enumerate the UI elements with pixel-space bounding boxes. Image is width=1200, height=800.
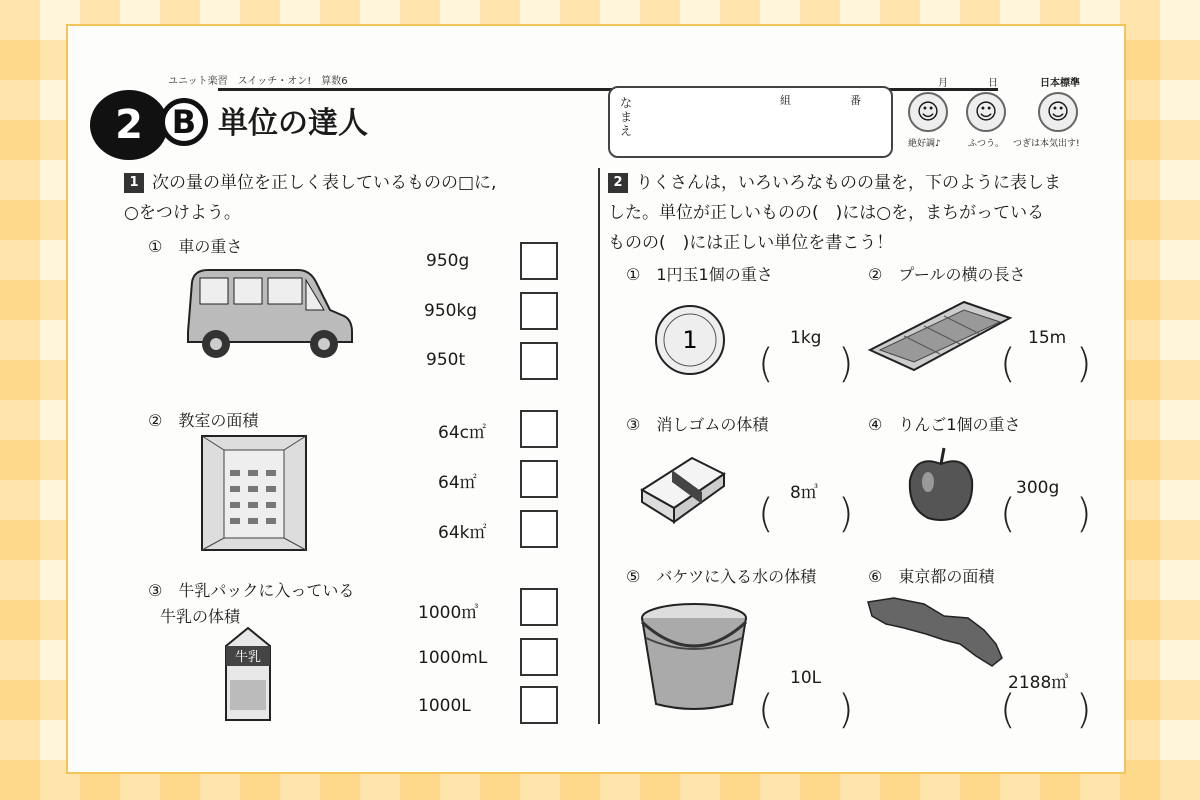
unit-number: 2: [90, 90, 168, 160]
day-label: 日: [988, 78, 998, 89]
apple-image: [906, 446, 976, 522]
option-label: 950kg: [424, 301, 478, 321]
number-label: 番: [850, 94, 861, 107]
q1-item-label: ① 車の重さ: [148, 237, 243, 256]
answer-value: 8㎥: [790, 483, 818, 503]
option-label: 950g: [426, 251, 470, 271]
q2-number: 2: [608, 173, 628, 193]
carton-text: 牛乳: [234, 650, 262, 665]
q1-prompt: 1 次の量の単位を正しく表しているものの□に, ○をつけよう。: [124, 173, 497, 223]
q2-item-label: ② プールの横の長さ: [868, 265, 1026, 284]
excellent-face-icon[interactable]: ☺: [908, 92, 948, 132]
answer-checkbox[interactable]: [520, 242, 558, 280]
worksheet: [66, 24, 1126, 774]
answer-value: 300g: [1016, 478, 1060, 498]
eraser-image: [638, 446, 728, 526]
answer-checkbox[interactable]: [520, 342, 558, 380]
unit-letter: B: [160, 98, 208, 146]
option-label: 1000mL: [418, 648, 488, 668]
pool-image: [864, 296, 1014, 376]
effort-face-icon[interactable]: ☺: [1038, 92, 1078, 132]
answer-checkbox[interactable]: [520, 292, 558, 330]
answer-open-paren: (: [758, 491, 774, 537]
face-caption: つぎは本気出す!: [1013, 139, 1080, 149]
answer-checkbox[interactable]: [520, 410, 558, 448]
q1-number: 1: [124, 173, 144, 193]
answer-close-paren: ): [1076, 341, 1092, 387]
answer-open-paren: (: [1000, 687, 1016, 733]
answer-close-paren: ): [838, 341, 854, 387]
q2-item-label: ③ 消しゴムの体積: [626, 415, 769, 434]
normal-face-icon[interactable]: ☺: [966, 92, 1006, 132]
q1-item-label-cont: 牛乳の体積: [160, 607, 241, 626]
q1-item-label: ② 教室の面積: [148, 411, 259, 430]
page-title: 単位の達人: [218, 106, 368, 141]
answer-checkbox[interactable]: [520, 460, 558, 498]
option-label: 1000㎥: [418, 603, 479, 623]
answer-value: 10L: [790, 668, 822, 688]
option-label: 950t: [426, 350, 466, 370]
answer-close-paren: ): [1076, 491, 1092, 537]
answer-checkbox[interactable]: [520, 588, 558, 626]
face-caption: ふつう。: [968, 139, 1005, 149]
standard-label: 日本標準: [1040, 78, 1080, 89]
q1-item-label: ③ 牛乳パックに入っている: [148, 581, 355, 600]
column-divider: [598, 168, 600, 724]
q2-item-label: ⑥ 東京都の面積: [868, 567, 995, 586]
coin-text: 1: [682, 326, 698, 354]
answer-value: 1kg: [790, 328, 822, 348]
option-label: 64c㎡: [438, 423, 486, 443]
name-field[interactable]: [608, 86, 893, 158]
series-label: ユニット楽習 スイッチ・オン! 算数6: [168, 76, 348, 87]
milk-carton-image: [218, 624, 278, 724]
option-label: 1000L: [418, 696, 471, 716]
answer-checkbox[interactable]: [520, 638, 558, 676]
option-label: 64k㎡: [438, 523, 487, 543]
answer-open-paren: (: [1000, 341, 1016, 387]
class-label: 組: [780, 94, 791, 107]
q2-item-label: ⑤ バケツに入る水の体積: [626, 567, 817, 586]
q2-item-label: ① 1円玉1個の重さ: [626, 265, 773, 284]
car-image: [178, 262, 358, 362]
option-label: 64㎡: [438, 473, 477, 493]
answer-open-paren: (: [758, 687, 774, 733]
q2-prompt: 2 りくさんは，いろいろなものの量を，下のように表しま した。単位が正しいものの( )には○を，まちがっている ものの( )には正しい単位を書こう！: [608, 173, 1061, 253]
coin-image: [654, 304, 726, 376]
answer-checkbox[interactable]: [520, 510, 558, 548]
answer-close-paren: ): [1076, 687, 1092, 733]
answer-value: 15m: [1028, 328, 1067, 348]
answer-value: 2188㎥: [1008, 673, 1069, 693]
answer-open-paren: (: [1000, 491, 1016, 537]
answer-close-paren: ): [838, 687, 854, 733]
classroom-image: [200, 434, 308, 552]
month-label: 月: [938, 78, 948, 89]
tokyo-map-image: [864, 594, 1014, 674]
face-caption: 絶好調♪: [908, 139, 941, 149]
bucket-image: [638, 600, 750, 716]
answer-checkbox[interactable]: [520, 686, 558, 724]
answer-open-paren: (: [758, 341, 774, 387]
answer-close-paren: ): [838, 491, 854, 537]
q2-item-label: ④ りんご1個の重さ: [868, 415, 1021, 434]
name-label: なまえ: [620, 96, 633, 138]
